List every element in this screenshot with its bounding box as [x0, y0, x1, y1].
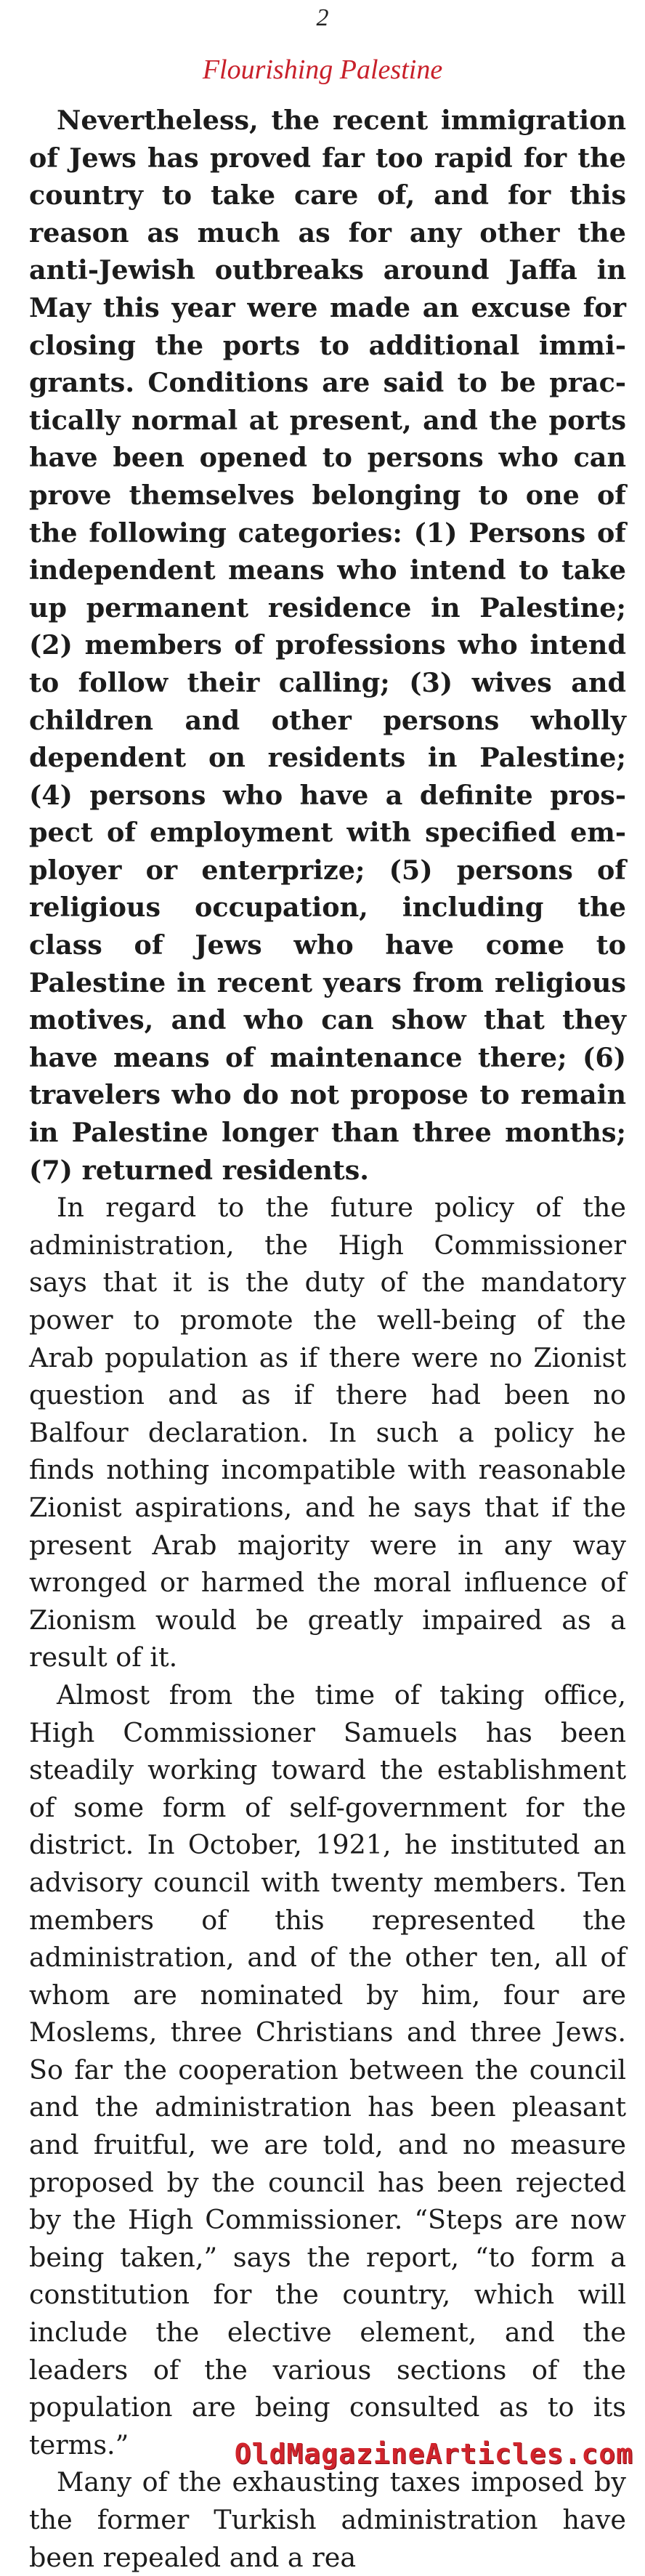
paragraph-immigration: Nevertheless, the recent immigration of Jews has proved far too rapid for the country to take care of, and for this reason as much as for any other the anti-Jewish outbreaks around Jaffa in May this year were made an excuse for closing the ports to additional immigrants. Conditions are said to be practically normal at present, and the ports have been opened to persons who can prove themselves belonging to one of the following categories: (1) Persons of independent means who intend to take up permanent residence in Palestine; (2) members of professions who intend to follow their calling; (3) wives and children and other persons wholly dependent on residents in Palestine; (4) persons who have a definite prospect of employment with specified employer or enterprize; (5) persons of religious occupation, including the class of Jews who have come to Palestine in recent years from religious motives, and who can show that they have means of maintenance there; (6) travelers who do not propose to remain in Palestine longer than three months; (7) returned residents. [29, 105, 626, 1186]
paragraph-self-government: Almost from the time of taking office, High Commissioner Samuels has been steadily working toward the establishment of some form of self-government for the district. In October, 1921, he instituted an advisory council with twenty members. Ten members of this represented the administration, and of the other ten, all of whom are nominated by him, four are Moslems, three Christians and three Jews. So far the cooperation between the council and the administration has been pleasant and fruitful, we are told, and no measure proposed by the council has been rejected by the High Commissioner. “Steps are now being taken,” says the report, “to form a constitution for the country, which will include the elective element, and the leaders of the various sections of the population are being consulted as to its terms.” [29, 1679, 626, 2460]
article-body [29, 102, 626, 2576]
running-title: Flourishing Palestine [202, 54, 443, 85]
paragraph-taxes: Many of the exhausting taxes imposed by the former Turkish administration have been repealed and a rea [29, 2466, 626, 2573]
page-number: 2 [316, 4, 329, 31]
source-watermark[interactable]: OldMagazineArticles.com [234, 2438, 633, 2470]
paragraph-policy: In regard to the future policy of the administration, the High Commissioner says that it is the duty of the mandatory power to promote the well-being of the Arab population as if there were no Zionist question and as if there had been no Balfour declaration. In such a policy he finds nothing incompatible with reasonable Zionist aspirations, and he says that if the present Arab majority were in any way wronged or harmed the moral influence of Zionism would be greatly impaired as a result of it. [29, 1192, 626, 1673]
